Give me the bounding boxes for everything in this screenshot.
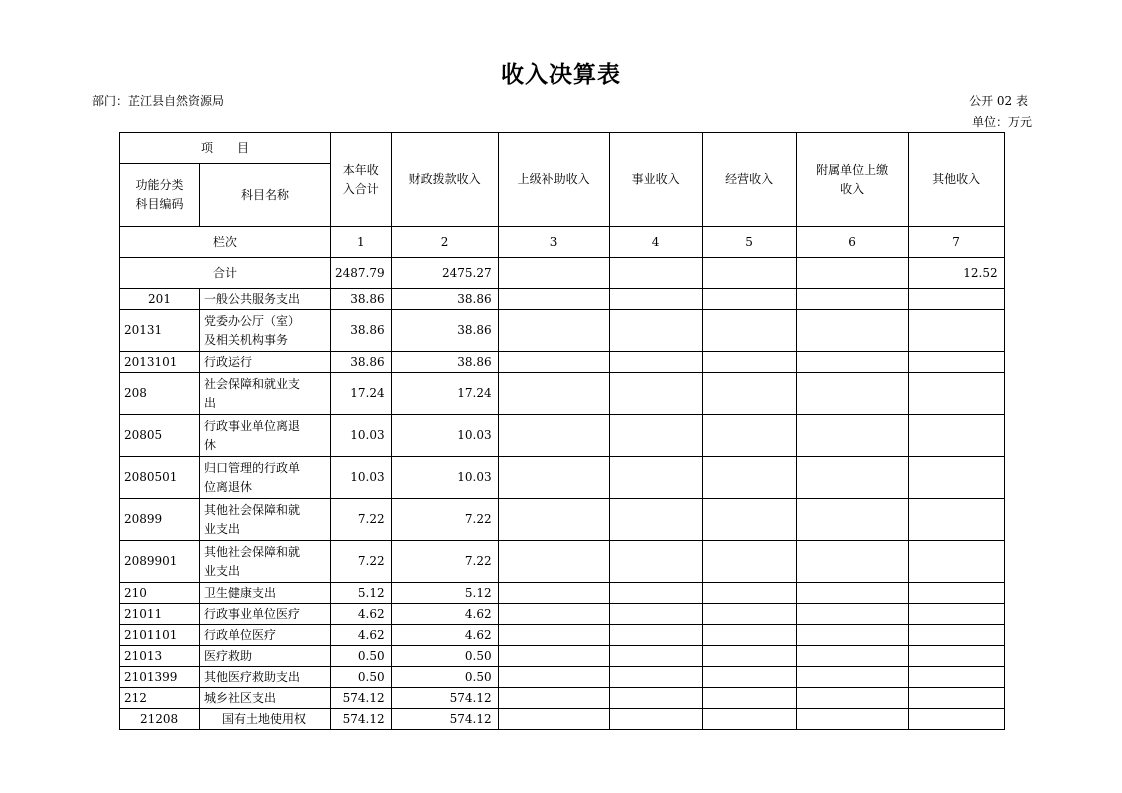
other-income-cell <box>908 310 1004 352</box>
total-label: 合计 <box>120 258 331 289</box>
business-income-cell <box>609 646 702 667</box>
column-index-5: 5 <box>702 227 796 258</box>
other-income-cell <box>908 604 1004 625</box>
subject-code: 20899 <box>120 499 200 541</box>
table-row <box>120 583 1005 604</box>
affiliated-unit-cell <box>796 583 908 604</box>
other-income-cell <box>908 667 1004 688</box>
table-row <box>120 667 1005 688</box>
affiliated-unit-cell <box>796 625 908 646</box>
fiscal-appropriation-cell: 17.24 <box>391 373 498 415</box>
business-income-cell <box>609 604 702 625</box>
revenue-table <box>119 132 1005 730</box>
subject-name: 其他医疗救助支出 <box>200 667 331 688</box>
business-income-cell <box>609 310 702 352</box>
business-income-cell <box>609 709 702 730</box>
affiliated-unit-cell <box>796 709 908 730</box>
subject-code: 2101399 <box>120 667 200 688</box>
business-income-cell <box>609 352 702 373</box>
total-value-4 <box>609 258 702 289</box>
header-col-4: 事业收入 <box>609 133 702 227</box>
affiliated-unit-cell <box>796 352 908 373</box>
subject-code: 201 <box>120 289 200 310</box>
total-value-3 <box>498 258 609 289</box>
subject-name: 医疗救助 <box>200 646 331 667</box>
total-income-cell: 5.12 <box>331 583 392 604</box>
affiliated-unit-cell <box>796 415 908 457</box>
superior-subsidy-cell <box>498 625 609 646</box>
column-index-1: 1 <box>331 227 392 258</box>
subject-code: 2013101 <box>120 352 200 373</box>
header-col-5: 经营收入 <box>702 133 796 227</box>
subject-code: 210 <box>120 583 200 604</box>
affiliated-unit-cell <box>796 541 908 583</box>
subject-name: 其他社会保障和就 业支出 <box>200 499 331 541</box>
superior-subsidy-cell <box>498 289 609 310</box>
operating-income-cell <box>702 499 796 541</box>
header-name: 科目名称 <box>200 164 331 227</box>
header-project: 项 目 <box>120 133 331 164</box>
operating-income-cell <box>702 289 796 310</box>
superior-subsidy-cell <box>498 373 609 415</box>
business-income-cell <box>609 499 702 541</box>
fiscal-appropriation-cell: 10.03 <box>391 415 498 457</box>
fiscal-appropriation-cell: 38.86 <box>391 352 498 373</box>
subject-name: 社会保障和就业支 出 <box>200 373 331 415</box>
subject-code: 21208 <box>120 709 200 730</box>
total-income-cell: 10.03 <box>331 457 392 499</box>
table-row <box>120 289 1005 310</box>
superior-subsidy-cell <box>498 541 609 583</box>
operating-income-cell <box>702 583 796 604</box>
subject-code: 20805 <box>120 415 200 457</box>
fiscal-appropriation-cell: 7.22 <box>391 499 498 541</box>
superior-subsidy-cell <box>498 583 609 604</box>
table-row <box>120 625 1005 646</box>
fiscal-appropriation-cell: 10.03 <box>391 457 498 499</box>
business-income-cell <box>609 688 702 709</box>
form-number: 公开 02 表 <box>969 94 1028 108</box>
superior-subsidy-cell <box>498 499 609 541</box>
total-value-7: 12.52 <box>908 258 1004 289</box>
header-col-2: 财政拨款收入 <box>391 133 498 227</box>
subject-name: 卫生健康支出 <box>200 583 331 604</box>
business-income-cell <box>609 667 702 688</box>
other-income-cell <box>908 289 1004 310</box>
affiliated-unit-cell <box>796 688 908 709</box>
column-index-2: 2 <box>391 227 498 258</box>
superior-subsidy-cell <box>498 646 609 667</box>
other-income-cell <box>908 709 1004 730</box>
business-income-cell <box>609 373 702 415</box>
fiscal-appropriation-cell: 574.12 <box>391 688 498 709</box>
subject-code: 212 <box>120 688 200 709</box>
superior-subsidy-cell <box>498 310 609 352</box>
fiscal-appropriation-cell: 38.86 <box>391 310 498 352</box>
other-income-cell <box>908 646 1004 667</box>
subject-code: 21013 <box>120 646 200 667</box>
column-index-7: 7 <box>908 227 1004 258</box>
subject-code: 2101101 <box>120 625 200 646</box>
table-row <box>120 415 1005 457</box>
total-value-1: 2487.79 <box>331 258 392 289</box>
subject-name: 归口管理的行政单 位离退休 <box>200 457 331 499</box>
fiscal-appropriation-cell: 5.12 <box>391 583 498 604</box>
total-income-cell: 0.50 <box>331 646 392 667</box>
table-row <box>120 604 1005 625</box>
fiscal-appropriation-cell: 574.12 <box>391 709 498 730</box>
total-income-cell: 17.24 <box>331 373 392 415</box>
affiliated-unit-cell <box>796 604 908 625</box>
table-row <box>120 310 1005 352</box>
header-col-3: 上级补助收入 <box>498 133 609 227</box>
table-row <box>120 499 1005 541</box>
total-income-cell: 4.62 <box>331 625 392 646</box>
business-income-cell <box>609 541 702 583</box>
other-income-cell <box>908 373 1004 415</box>
superior-subsidy-cell <box>498 352 609 373</box>
table-row <box>120 646 1005 667</box>
subject-name: 城乡社区支出 <box>200 688 331 709</box>
column-index-3: 3 <box>498 227 609 258</box>
total-value-6 <box>796 258 908 289</box>
total-income-cell: 38.86 <box>331 310 392 352</box>
superior-subsidy-cell <box>498 688 609 709</box>
subject-name: 其他社会保障和就 业支出 <box>200 541 331 583</box>
fiscal-appropriation-cell: 4.62 <box>391 625 498 646</box>
affiliated-unit-cell <box>796 499 908 541</box>
header-col-6: 附属单位上缴 收入 <box>796 133 908 227</box>
subject-name: 国有土地使用权 <box>200 709 331 730</box>
subject-code: 20131 <box>120 310 200 352</box>
operating-income-cell <box>702 541 796 583</box>
other-income-cell <box>908 352 1004 373</box>
table-row <box>120 541 1005 583</box>
subject-name: 行政事业单位医疗 <box>200 604 331 625</box>
total-income-cell: 7.22 <box>331 499 392 541</box>
table-row <box>120 688 1005 709</box>
other-income-cell <box>908 499 1004 541</box>
operating-income-cell <box>702 415 796 457</box>
total-income-cell: 10.03 <box>331 415 392 457</box>
fiscal-appropriation-cell: 7.22 <box>391 541 498 583</box>
other-income-cell <box>908 541 1004 583</box>
subject-code: 2089901 <box>120 541 200 583</box>
table-row <box>120 709 1005 730</box>
header-code: 功能分类 科目编码 <box>120 164 200 227</box>
department-label: 部门：芷江县自然资源局 <box>92 94 225 108</box>
subject-code: 2080501 <box>120 457 200 499</box>
operating-income-cell <box>702 688 796 709</box>
affiliated-unit-cell <box>796 310 908 352</box>
superior-subsidy-cell <box>498 415 609 457</box>
superior-subsidy-cell <box>498 709 609 730</box>
total-income-cell: 38.86 <box>331 352 392 373</box>
operating-income-cell <box>702 709 796 730</box>
other-income-cell <box>908 583 1004 604</box>
subject-name: 行政单位医疗 <box>200 625 331 646</box>
operating-income-cell <box>702 625 796 646</box>
superior-subsidy-cell <box>498 457 609 499</box>
other-income-cell <box>908 457 1004 499</box>
business-income-cell <box>609 415 702 457</box>
fiscal-appropriation-cell: 4.62 <box>391 604 498 625</box>
business-income-cell <box>609 583 702 604</box>
total-income-cell: 574.12 <box>331 688 392 709</box>
fiscal-appropriation-cell: 0.50 <box>391 667 498 688</box>
affiliated-unit-cell <box>796 646 908 667</box>
unit-label: 单位：万元 <box>971 115 1032 129</box>
column-index-6: 6 <box>796 227 908 258</box>
business-income-cell <box>609 625 702 646</box>
subject-name: 一般公共服务支出 <box>200 289 331 310</box>
total-income-cell: 0.50 <box>331 667 392 688</box>
operating-income-cell <box>702 373 796 415</box>
other-income-cell <box>908 625 1004 646</box>
header-col-1: 本年收 入合计 <box>331 133 392 227</box>
affiliated-unit-cell <box>796 289 908 310</box>
business-income-cell <box>609 457 702 499</box>
subject-name: 行政运行 <box>200 352 331 373</box>
total-income-cell: 574.12 <box>331 709 392 730</box>
operating-income-cell <box>702 646 796 667</box>
operating-income-cell <box>702 352 796 373</box>
affiliated-unit-cell <box>796 667 908 688</box>
total-value-5 <box>702 258 796 289</box>
fiscal-appropriation-cell: 38.86 <box>391 289 498 310</box>
other-income-cell <box>908 688 1004 709</box>
business-income-cell <box>609 289 702 310</box>
affiliated-unit-cell <box>796 457 908 499</box>
operating-income-cell <box>702 604 796 625</box>
superior-subsidy-cell <box>498 667 609 688</box>
column-index-4: 4 <box>609 227 702 258</box>
subject-name: 行政事业单位离退 休 <box>200 415 331 457</box>
total-value-2: 2475.27 <box>391 258 498 289</box>
subject-name: 党委办公厅（室） 及相关机构事务 <box>200 310 331 352</box>
table-row <box>120 457 1005 499</box>
other-income-cell <box>908 415 1004 457</box>
subject-code: 208 <box>120 373 200 415</box>
total-income-cell: 4.62 <box>331 604 392 625</box>
superior-subsidy-cell <box>498 604 609 625</box>
operating-income-cell <box>702 310 796 352</box>
total-income-cell: 38.86 <box>331 289 392 310</box>
subject-code: 21011 <box>120 604 200 625</box>
page-title: 收入决算表 <box>501 62 621 88</box>
total-income-cell: 7.22 <box>331 541 392 583</box>
table-row <box>120 373 1005 415</box>
affiliated-unit-cell <box>796 373 908 415</box>
operating-income-cell <box>702 667 796 688</box>
header-col-7: 其他收入 <box>908 133 1004 227</box>
table-row <box>120 352 1005 373</box>
fiscal-appropriation-cell: 0.50 <box>391 646 498 667</box>
operating-income-cell <box>702 457 796 499</box>
column-index-label: 栏次 <box>120 227 331 258</box>
